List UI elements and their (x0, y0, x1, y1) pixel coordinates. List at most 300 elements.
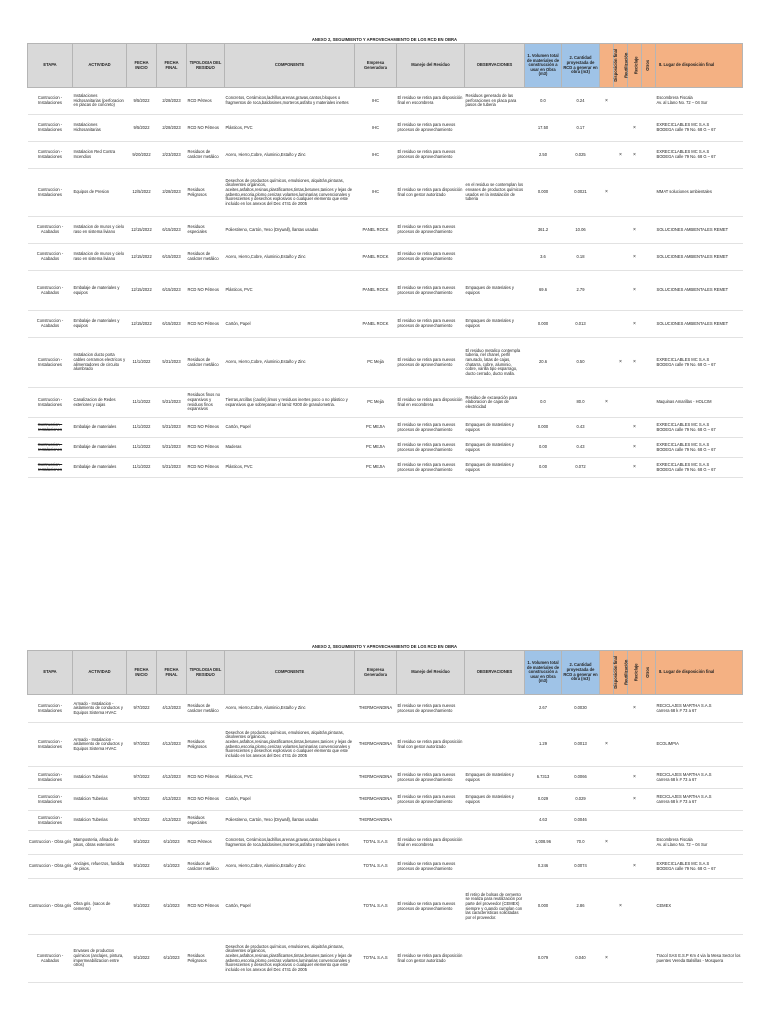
manejo-cell: El residuo se retira para nuevos procesos de aprovechamiento (397, 879, 465, 935)
cantidad-cell: 0.025 (562, 142, 600, 169)
componente-cell: Desechos de productos químicos, emulsiones, alquitrán,pinturas, disolventes orgánicos, aceites,asfaltos,resinas,plastificantes,tintas,betunes,tanices y lejas de asbesto,escoria,plomo,cenizas volantes,luminarias convencionales y fluorescentes y desechos explosivos o cualquier elemento que este incluido en los anexos del Dec 4741 de 2005 (225, 935, 355, 983)
componente-cell: Cartón, Papel (225, 879, 355, 935)
reciclaje-mark (628, 935, 642, 983)
volumen-cell: 6.7313 (525, 767, 562, 789)
otros-mark (642, 338, 656, 388)
volumen-cell: 0.000 (525, 311, 562, 338)
cantidad-cell: 70.0 (562, 831, 600, 855)
volumen-cell: 361.2 (525, 217, 562, 244)
lugar-cell: MMAT soluciones ambientales (656, 169, 743, 217)
fecha-inicio-cell: 11/1/2022 (127, 458, 157, 478)
header-otros (642, 44, 656, 88)
manejo-cell: El residuo se retira para disposición final con gestor autorizado (397, 935, 465, 983)
fecha-final-cell: 4/12/2023 (157, 811, 187, 831)
fecha-inicio-cell: 9/5/2022 (127, 115, 157, 142)
componente-cell: Concretos, Cerámicos,ladrillos,arenas,gravas,cantos,bloques o fragmentos de roca,baldosines,morteros,asfalto y materiales inertes (225, 88, 355, 115)
tipologia-cell: RCD Pétreos (187, 831, 225, 855)
actividad-cell: Instalacion de muros y cielo raso en sistema liviano (73, 217, 127, 244)
lugar-cell: CEMEX (656, 879, 743, 935)
lugar-cell: EXRECICLABLES MC S.A.S BODEGA calle 79 No. 68 G – 67 (656, 142, 743, 169)
etapa-cell: Contruccion - Instalaciones (28, 695, 73, 723)
actividad-cell: Instalacion de muros y cielo raso en sistema liviano (73, 244, 127, 271)
disposicion-mark (600, 789, 614, 811)
header-fecha-final: FECHA FINAL (157, 44, 187, 88)
sheet-title: ANEXO 2, SEGUIMIENTO Y APROVECHAMIENTO DE LOS RCD EN OBRA (311, 644, 458, 649)
fecha-final-cell: 5/31/2023 (157, 458, 187, 478)
fecha-final-cell: 6/15/2023 (157, 244, 187, 271)
etapa-cell: Contruccion - Instalaciones (28, 767, 73, 789)
manejo-cell: El residuo se retira para nuevos procesos de aprovechamiento (397, 271, 465, 311)
manejo-cell: El residuo se retira para nuevos procesos de aprovechamiento (397, 438, 465, 458)
table-row (28, 695, 743, 723)
etapa-cell: Contruccion - Obra gris (28, 831, 73, 855)
fecha-inicio-cell: 12/15/2022 (127, 217, 157, 244)
volumen-cell: 20.6 (525, 338, 562, 388)
disposicion-mark (600, 142, 614, 169)
fecha-inicio-cell: 9/1/2022 (127, 935, 157, 983)
volumen-cell: 0.00 (525, 438, 562, 458)
tipologia-cell: RCD NO Pétreos (187, 789, 225, 811)
table-row (28, 935, 743, 983)
fecha-inicio-cell: 12/15/2022 (127, 311, 157, 338)
cantidad-cell: 0.43 (562, 418, 600, 438)
table-row (28, 271, 743, 311)
cantidad-cell: 0.029 (562, 789, 600, 811)
empresa-cell: PANEL ROCK (355, 311, 397, 338)
empresa-cell: PC Mejia (355, 338, 397, 388)
tipologia-cell: Residuos de carácter metálico (187, 855, 225, 879)
volumen-cell: 0.000 (525, 879, 562, 935)
actividad-cell: Anclajes, refuerzos, fundida de pisos. (73, 855, 127, 879)
otros-mark (642, 767, 656, 789)
reciclaje-mark: × (628, 789, 642, 811)
volumen-cell: 1.29 (525, 723, 562, 767)
header-otros-label: Otros (645, 667, 651, 678)
observaciones-cell: Residuo de excavación para elaboracion de cajas de electricidad (465, 388, 525, 418)
etapa-cell: Contruccion - Instalaciones (28, 142, 73, 169)
header-row (28, 44, 743, 88)
lugar-cell: EXRECICLABLES MC S.A.S BODEGA calle 79 No. 68 G – 67 (656, 438, 743, 458)
reutilizacion-mark (614, 811, 628, 831)
header-disposicion (600, 44, 619, 88)
actividad-cell: Instalacion Red Contra Incendios (73, 142, 127, 169)
header-manejo: Manejo del Residuo (397, 651, 465, 695)
disposicion-mark (600, 879, 614, 935)
header-cantidad: 2. Cantidad proyectada de RCD a generar en obra (m3) (562, 651, 600, 695)
cantidad-cell: 2.79 (562, 271, 600, 311)
manejo-cell: El residuo se retira para disposición final con gestor autorizado (397, 723, 465, 767)
actividad-cell: Instalcion Tuberias (73, 767, 127, 789)
volumen-cell: 0.079 (525, 935, 562, 983)
table-row (28, 418, 743, 438)
cantidad-cell: 0.040 (562, 935, 600, 983)
lugar-cell: EXRECICLABLES MC S.A.S BODEGA calle 79 No. 68 G – 67 (656, 115, 743, 142)
empresa-cell: PC MEJIA (355, 438, 397, 458)
disposicion-mark (600, 855, 614, 879)
observaciones-cell (465, 217, 525, 244)
manejo-cell: El residuo se retira para disposición final en escombrera (397, 831, 465, 855)
empresa-cell: IHC (355, 88, 397, 115)
empresa-cell: THERMOANDINA (355, 767, 397, 789)
lugar-cell: SOLUCIONES AMBIENTALES REMET (656, 217, 743, 244)
lugar-cell: EXRECICLABLES MC S.A.S BODEGA calle 79 No. 68 G – 67 (656, 418, 743, 438)
actividad-cell: Obra gris. (sacos de cemento) (73, 879, 127, 935)
observaciones-cell: Empaques de materiales y equipos (465, 418, 525, 438)
fecha-final-cell: 2/28/2023 (157, 88, 187, 115)
manejo-cell: El residuo se retira para nuevos procesos de aprovechamiento (397, 244, 465, 271)
table-body (28, 88, 743, 478)
table-row (28, 115, 743, 142)
header-etapa: ETAPA (28, 44, 73, 88)
empresa-cell: TOTAL S.A.S (355, 831, 397, 855)
fecha-final-cell: 5/31/2023 (157, 388, 187, 418)
header-observaciones: OBSERVACIONES (465, 651, 525, 695)
lugar-cell (656, 811, 743, 831)
header-observaciones: OBSERVACIONES (465, 44, 525, 88)
volumen-cell: 0.0 (525, 88, 562, 115)
disposicion-mark (600, 767, 614, 789)
componente-cell: Plásticos, PVC (225, 458, 355, 478)
header-volumen: 1. Volumen total de materiales de construcción a usar en Obra (m3) (525, 651, 562, 695)
header-fecha-inicio: FECHA INICIO (127, 651, 157, 695)
tipologia-cell: RCD NO Pétreos (187, 311, 225, 338)
tipologia-cell: RCD NO Pétreos (187, 271, 225, 311)
tipologia-cell: RCD NO Pétreos (187, 879, 225, 935)
reciclaje-mark: × (628, 418, 642, 438)
etapa-cell: Contruccion - Instalaciones (28, 169, 73, 217)
etapa-cell: Contruccion - Instalaciones (28, 438, 73, 458)
otros-mark (642, 831, 656, 855)
reutilizacion-mark: × (614, 879, 628, 935)
reciclaje-mark: × (628, 458, 642, 478)
header-volumen: 1. Volumen total de materiales de construcción a usar en Obra (m3) (525, 44, 562, 88)
manejo-cell: El residuo se retira para nuevos procesos de aprovechamiento (397, 695, 465, 723)
actividad-cell: Canalizacion de Redes exteriores y cajas (73, 388, 127, 418)
componente-cell: Maderas (225, 438, 355, 458)
empresa-cell: IHC (355, 142, 397, 169)
reutilizacion-mark (614, 311, 628, 338)
fecha-final-cell: 6/1/2023 (157, 831, 187, 855)
componente-cell: Cartón, Papel (225, 789, 355, 811)
otros-mark (642, 388, 656, 418)
empresa-cell: PANEL ROCK (355, 244, 397, 271)
otros-mark (642, 723, 656, 767)
manejo-cell: El residuo se retira para nuevos procesos de aprovechamiento (397, 458, 465, 478)
componente-cell: Desechos de productos químicos, emulsiones, alquitrán,pinturas, disolventes orgánicos, aceites,asfaltos,resinas,plastificantes,tintas,betunes,tanices y lejas de asbesto,escoria,plomo,cenizas volantes,luminarias convencionales y fluorescentes y desechos explosivos o cualquier elemento que este incluido en los anexos del Dec 4741 de 2005 (225, 723, 355, 767)
lugar-cell: Escombrera Fiscala Av. al Llano No. 72 – 04 Sur (656, 88, 743, 115)
observaciones-cell (465, 142, 525, 169)
manejo-cell: El residuo se retira para disposición final con gestor autorizado (397, 169, 465, 217)
header-otros-label: Otros (645, 60, 651, 71)
disposicion-mark: × (600, 831, 614, 855)
reciclaje-mark: × (628, 767, 642, 789)
table-row (28, 338, 743, 388)
otros-mark (642, 789, 656, 811)
fecha-inicio-cell: 11/1/2022 (127, 388, 157, 418)
volumen-cell: 0.246 (525, 855, 562, 879)
fecha-inicio-cell: 12/15/2022 (127, 244, 157, 271)
empresa-cell: PC Mejia (355, 388, 397, 418)
fecha-inicio-cell: 9/1/2022 (127, 879, 157, 935)
componente-cell: Plásticos, PVC (225, 115, 355, 142)
reciclaje-mark: × (628, 311, 642, 338)
table-row (28, 831, 743, 855)
reutilizacion-mark (614, 217, 628, 244)
actividad-cell: Mamposteria, afinado de pisos, obras exteriores (73, 831, 127, 855)
componente-cell: Cartón, Papel (225, 418, 355, 438)
fecha-inicio-cell: 9/7/2022 (127, 723, 157, 767)
volumen-cell: 0.000 (525, 169, 562, 217)
fecha-final-cell: 4/12/2023 (157, 789, 187, 811)
manejo-cell: El residuo se retira para disposición final en escombrera (397, 88, 465, 115)
disposicion-mark (600, 811, 614, 831)
manejo-cell: El residuo se retira para nuevos procesos de aprovechamiento (397, 115, 465, 142)
reutilizacion-mark (614, 935, 628, 983)
table-row (28, 142, 743, 169)
tipologia-cell: Residuos de carácter metálico (187, 695, 225, 723)
sheet-2 (27, 643, 742, 983)
rcd-table (27, 650, 743, 983)
observaciones-cell (465, 811, 525, 831)
table-row (28, 388, 743, 418)
reutilizacion-mark (614, 438, 628, 458)
fecha-inicio-cell: 12/15/2022 (127, 271, 157, 311)
componente-cell: Plásticos, PVC (225, 271, 355, 311)
cantidad-cell: 0.0046 (562, 811, 600, 831)
manejo-cell: El residuo se retira para disposición final en escombrera (397, 388, 465, 418)
actividad-cell: Embalaje de materiales (73, 418, 127, 438)
header-lugar: 8. Lugar de disposición final (656, 44, 743, 88)
componente-cell: Acero, Hierro,Cobre, Aluminio,Estaño y Zinc (225, 695, 355, 723)
cantidad-cell: 0.18 (562, 244, 600, 271)
disposicion-mark (600, 271, 614, 311)
disposicion-mark: × (600, 388, 614, 418)
header-reutilizacion-label: Reutilización (623, 52, 629, 79)
actividad-cell: Instalacion ducto porta cables cerramos electricos y alimentadores de circuito alumbrado (73, 338, 127, 388)
header-reciclaje (628, 651, 642, 695)
reutilizacion-mark (614, 767, 628, 789)
cantidad-cell: 0.013 (562, 311, 600, 338)
componente-cell: Tierras,arcillas (caolin),limos y residuos inertes poco o no plástico y expansivos que sobrepasan el tamiz #200 de granulometria. (225, 388, 355, 418)
fecha-final-cell: 4/12/2023 (157, 695, 187, 723)
header-componente: COMPONENTE (225, 44, 355, 88)
fecha-final-cell: 4/12/2023 (157, 723, 187, 767)
cantidad-cell: 0.0021 (562, 169, 600, 217)
fecha-inicio-cell: 9/5/2022 (127, 88, 157, 115)
otros-mark (642, 811, 656, 831)
reutilizacion-mark: × (614, 142, 628, 169)
volumen-cell: 0.0 (525, 388, 562, 418)
componente-cell: Plásticos, PVC (225, 767, 355, 789)
fecha-inicio-cell: 9/1/2022 (127, 855, 157, 879)
observaciones-cell: Empaques de materiales y equipos (465, 767, 525, 789)
etapa-cell: Construccion - Acabados (28, 311, 73, 338)
volumen-cell: 17.50 (525, 115, 562, 142)
fecha-final-cell: 5/31/2023 (157, 338, 187, 388)
etapa-cell: Contruccion - Instalaciones (28, 418, 73, 438)
reciclaje-mark: × (628, 244, 642, 271)
fecha-final-cell: 2/23/2023 (157, 142, 187, 169)
header-disposicion-label: Disposición final (613, 656, 619, 689)
header-disposicion (600, 651, 619, 695)
table-row (28, 244, 743, 271)
reutilizacion-mark (614, 855, 628, 879)
manejo-cell: El residuo se retira para nuevos procesos de aprovechamiento (397, 789, 465, 811)
manejo-cell (397, 811, 465, 831)
reutilizacion-mark (614, 115, 628, 142)
otros-mark (642, 458, 656, 478)
lugar-cell: SOLUCIONES AMBIENTALES REMET (656, 311, 743, 338)
reciclaje-mark: × (628, 115, 642, 142)
fecha-final-cell: 5/31/2023 (157, 418, 187, 438)
disposicion-mark (600, 217, 614, 244)
reciclaje-mark: × (628, 695, 642, 723)
lugar-cell: RECICLAJES MARTHA S.A.S carrera 68 k # 73 a 67 (656, 789, 743, 811)
fecha-final-cell: 2/28/2023 (157, 115, 187, 142)
fecha-final-cell: 6/1/2023 (157, 935, 187, 983)
reutilizacion-mark (614, 789, 628, 811)
otros-mark (642, 217, 656, 244)
reutilizacion-mark (614, 418, 628, 438)
reciclaje-mark: × (628, 338, 642, 388)
disposicion-mark: × (600, 935, 614, 983)
table-row (28, 855, 743, 879)
actividad-cell: Armado - Instalacion - aislamiento de conductos y Equipos Sistema HVAC (73, 723, 127, 767)
componente-cell: Acero, Hierro,Cobre, Aluminio,Estaño y Zinc (225, 244, 355, 271)
etapa-cell: Contruccion - Instalaciones (28, 723, 73, 767)
table-row (28, 458, 743, 478)
fecha-final-cell: 6/1/2023 (157, 855, 187, 879)
header-disposicion-label: Disposición final (613, 49, 619, 82)
cantidad-cell: 0.0013 (562, 723, 600, 767)
header-row (28, 651, 743, 695)
disposicion-mark (600, 311, 614, 338)
fecha-inicio-cell: 9/20/2022 (127, 142, 157, 169)
fecha-inicio-cell: 9/1/2022 (127, 831, 157, 855)
cantidad-cell: 0.43 (562, 438, 600, 458)
empresa-cell: PC MEJIA (355, 458, 397, 478)
cantidad-cell: 80.0 (562, 388, 600, 418)
etapa-cell: Contruccion - Instalaciones (28, 811, 73, 831)
reutilizacion-mark (614, 271, 628, 311)
tipologia-cell: RCD NO Pétreos (187, 438, 225, 458)
otros-mark (642, 418, 656, 438)
componente-cell: Poliestireno, Cartón, Yeso (Drywall), llantas usadas (225, 217, 355, 244)
manejo-cell: El residuo se retira para nuevos procesos de aprovechamiento (397, 767, 465, 789)
fecha-inicio-cell: 9/7/2022 (127, 789, 157, 811)
otros-mark (642, 169, 656, 217)
volumen-cell: 2.50 (525, 142, 562, 169)
table-row (28, 311, 743, 338)
header-actividad: ACTIVIDAD (73, 44, 127, 88)
componente-cell: Acero, Hierro,Cobre, Aluminio,Estaño y Zinc (225, 338, 355, 388)
etapa-cell: Construccion - Acabados (28, 217, 73, 244)
table-row (28, 169, 743, 217)
header-tipologia: TIPOLOGIA DEL RESIDUO (187, 651, 225, 695)
observaciones-cell: Empaques de materiales y equipos (465, 789, 525, 811)
volumen-cell: 0.00 (525, 458, 562, 478)
header-componente: COMPONENTE (225, 651, 355, 695)
disposicion-mark (600, 338, 614, 388)
fecha-inicio-cell: 12/5/2022 (127, 169, 157, 217)
manejo-cell: El residuo se retira para nuevos procesos de aprovechamiento (397, 418, 465, 438)
otros-mark (642, 935, 656, 983)
observaciones-cell (465, 831, 525, 855)
reutilizacion-mark (614, 458, 628, 478)
otros-mark (642, 855, 656, 879)
actividad-cell: Embalaje de materiales (73, 458, 127, 478)
table-row (28, 88, 743, 115)
header-cantidad: 2. Cantidad proyectada de RCD a generar en obra (m3) (562, 44, 600, 88)
tipologia-cell: RCD NO Pétreos (187, 115, 225, 142)
reutilizacion-mark (614, 88, 628, 115)
etapa-cell: Construccion - Acabados (28, 271, 73, 311)
table-row (28, 789, 743, 811)
etapa-cell: Contruccion - Obra gris (28, 855, 73, 879)
table-row (28, 879, 743, 935)
observaciones-cell: en el residuo se contemplan los envases de productos químicos usados en la instalación de tuberia (465, 169, 525, 217)
componente-cell: Concretos, Cerámicos,ladrillos,arenas,gravas,cantos,bloques o fragmentos de roca,baldosines,morteros,asfalto y materiales inertes (225, 831, 355, 855)
tipologia-cell: RCD Pétreos (187, 88, 225, 115)
fecha-inicio-cell: 11/1/2022 (127, 338, 157, 388)
disposicion-mark: × (600, 88, 614, 115)
reciclaje-mark (628, 723, 642, 767)
disposicion-mark (600, 244, 614, 271)
otros-mark (642, 311, 656, 338)
table-body (28, 695, 743, 983)
lugar-cell: Maquinas Amarillas - HOLCIM (656, 388, 743, 418)
volumen-cell: 2.67 (525, 695, 562, 723)
reutilizacion-mark (614, 169, 628, 217)
header-lugar: 8. Lugar de disposición final (656, 651, 743, 695)
tipologia-cell: Residuos de carácter metálico (187, 338, 225, 388)
actividad-cell: Envases de productos químicos (anclajes, pintura, impermeabilizacion entre otros) (73, 935, 127, 983)
cantidad-cell: 0.50 (562, 338, 600, 388)
fecha-inicio-cell: 11/1/2022 (127, 418, 157, 438)
observaciones-cell (465, 244, 525, 271)
header-actividad: ACTIVIDAD (73, 651, 127, 695)
etapa-cell: Contruccion - Instalaciones (28, 388, 73, 418)
header-etapa: ETAPA (28, 651, 73, 695)
disposicion-mark (600, 458, 614, 478)
componente-cell: Cartón, Papel (225, 311, 355, 338)
disposicion-mark: × (600, 723, 614, 767)
observaciones-cell: El retiro de bolsas de cemento se realiza para reutilización por parte del proveedor (CEMEX) siempre y cuando cumplan con las características solicitadas por el proveedor. (465, 879, 525, 935)
rcd-table (27, 43, 743, 478)
reutilizacion-mark (614, 723, 628, 767)
cantidad-cell: 0.24 (562, 88, 600, 115)
disposicion-mark (600, 418, 614, 438)
componente-cell: Acero, Hierro,Cobre, Aluminio,Estaño y Zinc (225, 855, 355, 879)
sheet-title: ANEXO 2, SEGUIMIENTO Y APROVECHAMIENTO DE LOS RCD EN OBRA (311, 37, 458, 42)
actividad-cell: Instalcion Tuberias (73, 789, 127, 811)
observaciones-cell (465, 935, 525, 983)
table-row (28, 217, 743, 244)
empresa-cell: PANEL ROCK (355, 271, 397, 311)
fecha-final-cell: 4/12/2023 (157, 767, 187, 789)
header-reutilizacion-label: Reutilización (623, 659, 629, 686)
header-manejo: Manejo del Residuo (397, 44, 465, 88)
reutilizacion-mark (614, 695, 628, 723)
lugar-cell: Tracol SAS E.S.P Km 4 via la Mesa Sector los puentes Vereda Balsillas - Mosquera (656, 935, 743, 983)
otros-mark (642, 438, 656, 458)
etapa-cell: Contruccion - Instalaciones (28, 458, 73, 478)
header-empresa: Empresa Generadora (355, 44, 397, 88)
observaciones-cell: Empaques de materiales y equipos (465, 311, 525, 338)
manejo-cell: El residuo se retira para nuevos procesos de aprovechamiento (397, 142, 465, 169)
reciclaje-mark (628, 169, 642, 217)
actividad-cell: Instalaciones Hidrosanitarias (73, 115, 127, 142)
